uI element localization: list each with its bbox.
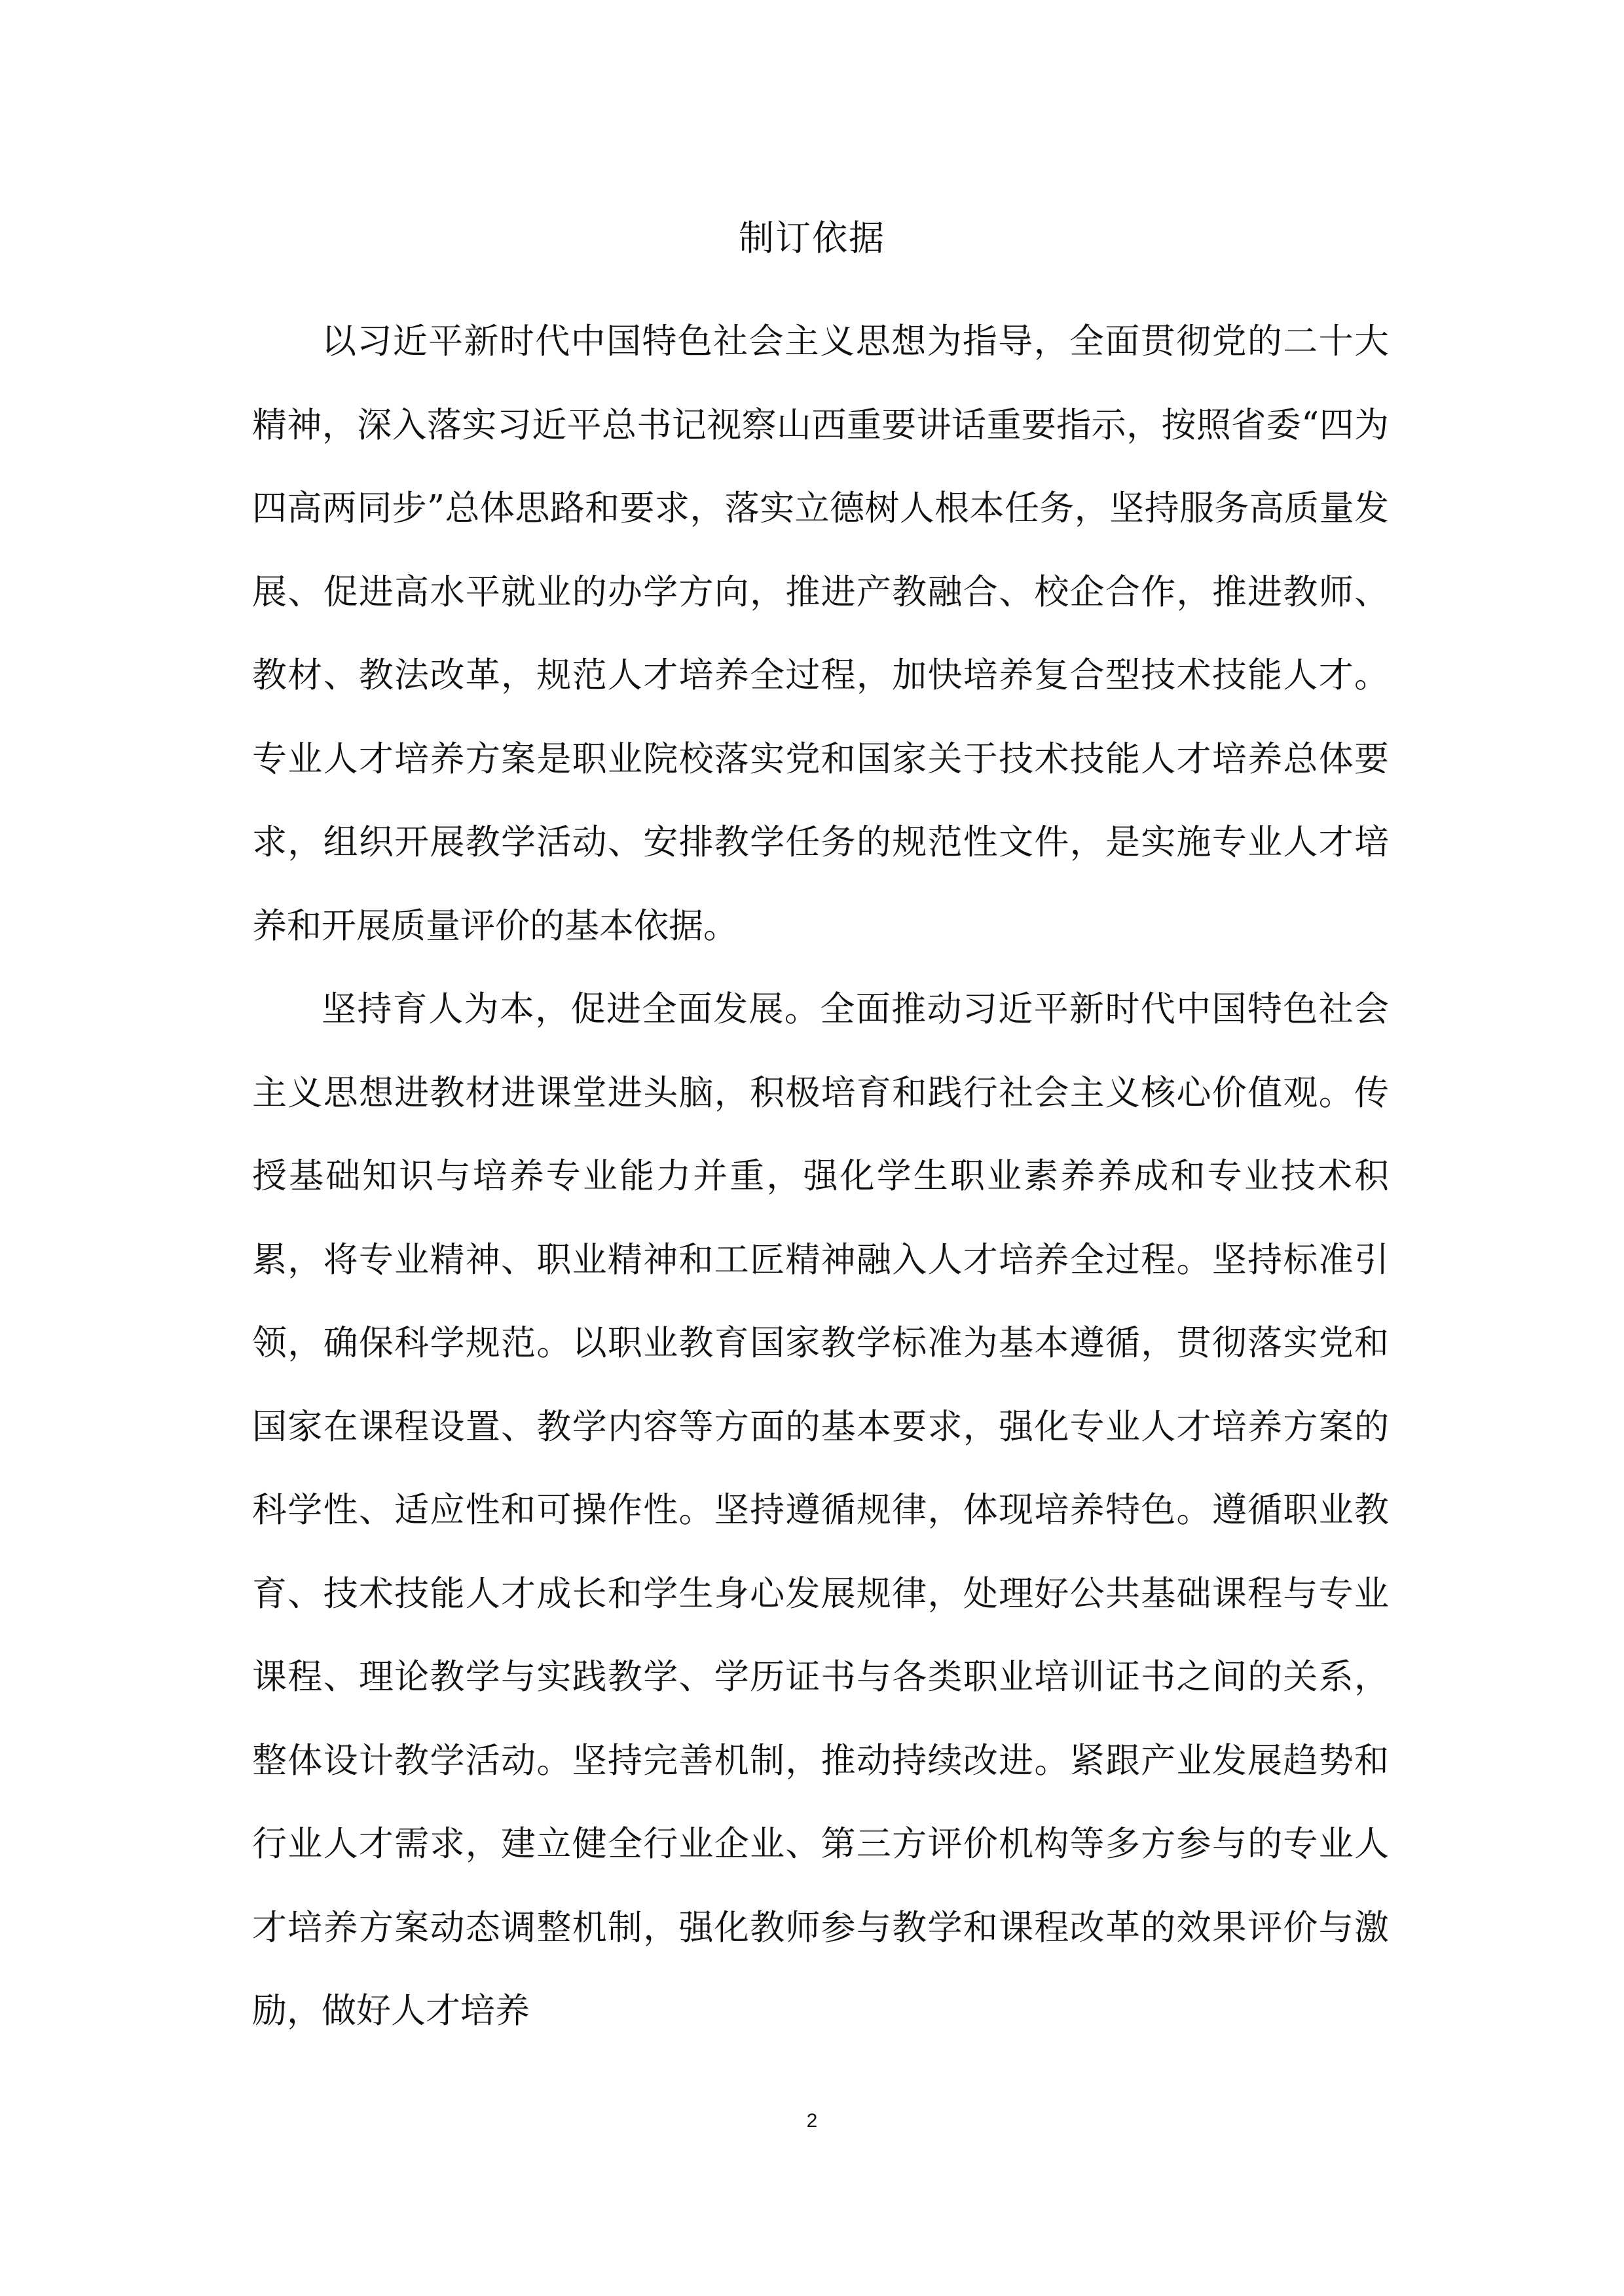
page-title: 制订依据 — [739, 217, 885, 259]
paragraph-basis: 以习近平新时代中国特色社会主义思想为指导，全面贯彻党的二十大精神，深入落实习近平总书记视察山西重要讲话重要指示，按照省委“四为四高两同步”总体思路和要求，落实立德树人根本任务，坚持服务高质量发展、促进高水平就业的办学方向，推进产教融合、校企合作，推进教师、教材、教法改革，规范人才培养全过程，加快培养复合型技术技能人才。专业人才培养方案是职业院校落实党和国家关于技术技能人才培养总体要求，组织开展教学活动、安排教学任务的规范性文件，是实施专业人才培养和开展质量评价的基本依据。 — [252, 321, 1389, 946]
page-number: 2 — [806, 2110, 818, 2132]
body-text — [252, 300, 1389, 2053]
paragraph-principles: 坚持育人为本，促进全面发展。全面推动习近平新时代中国特色社会主义思想进教材进课堂进头脑，积极培育和践行社会主义核心价值观。传授基础知识与培养专业能力并重，强化学生职业素养养成和专业技术积累，将专业精神、职业精神和工匠精神融入人才培养全过程。坚持标准引领，确保科学规范。以职业教育国家教学标准为基本遵循，贯彻落实党和国家在课程设置、教学内容等方面的基本要求，强化专业人才培养方案的科学性、适应性和可操作性。坚持遵循规律，体现培养特色。遵循职业教育、技术技能人才成长和学生身心发展规律，处理好公共基础课程与专业课程、理论教学与实践教学、学历证书与各类职业培训证书之间的关系，整体设计教学活动。坚持完善机制，推动持续改进。紧跟产业发展趋势和行业人才需求，建立健全行业企业、第三方评价机构等多方参与的专业人才培养方案动态调整机制，强化教师参与教学和课程改革的效果评价与激励，做好人才培养 — [252, 989, 1389, 2031]
